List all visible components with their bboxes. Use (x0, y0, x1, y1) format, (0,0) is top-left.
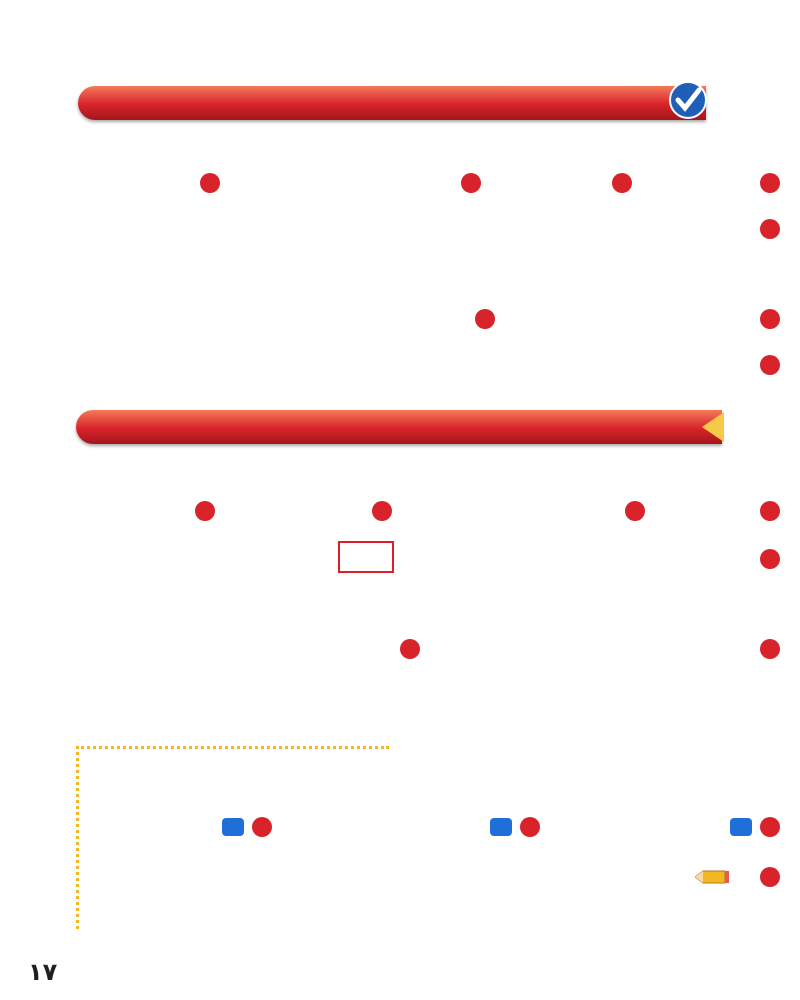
item-19-number (760, 867, 780, 887)
item-3 (461, 172, 481, 193)
arrow-icon (702, 412, 724, 442)
item-6 (760, 308, 780, 329)
hots-dotted-frame (76, 746, 389, 929)
item-8-number (760, 355, 780, 375)
item-16-number (760, 817, 780, 837)
pencil-icon (695, 870, 729, 884)
item-7 (475, 308, 495, 329)
item-17 (487, 816, 540, 837)
item-11 (372, 500, 392, 521)
item-7-number (475, 309, 495, 329)
item-2 (612, 172, 632, 193)
item-11-number (372, 501, 392, 521)
item-9-number (760, 501, 780, 521)
item-13 (760, 548, 780, 569)
item-10-number (625, 501, 645, 521)
item-1 (760, 172, 780, 193)
item-12 (195, 500, 215, 521)
item-15-number (400, 639, 420, 659)
item-17-compare (490, 818, 512, 836)
item-4 (200, 172, 220, 193)
item-2-number (612, 173, 632, 193)
item-12-number (195, 501, 215, 521)
answer-13-highlight-box (338, 541, 394, 573)
item-16-compare (730, 818, 752, 836)
item-17-number (520, 817, 540, 837)
item-4-number (200, 173, 220, 193)
item-18 (219, 816, 272, 837)
item-6-number (760, 309, 780, 329)
item-1-number (760, 173, 780, 193)
item-5-number (760, 219, 780, 239)
item-18-number (252, 817, 272, 837)
section-banner-practice (76, 410, 722, 444)
item-14 (760, 638, 780, 659)
item-8 (735, 354, 780, 375)
item-19 (695, 866, 780, 887)
section-banner-check (78, 86, 706, 120)
item-10 (625, 500, 645, 521)
item-15 (400, 638, 420, 659)
item-5 (760, 218, 780, 239)
item-3-number (461, 173, 481, 193)
page-number: ١٧ (28, 958, 58, 986)
item-9 (760, 500, 780, 521)
item-13-number (760, 549, 780, 569)
checkmark-icon (666, 78, 710, 122)
item-18-compare (222, 818, 244, 836)
item-14-number (760, 639, 780, 659)
item-16 (727, 816, 780, 837)
